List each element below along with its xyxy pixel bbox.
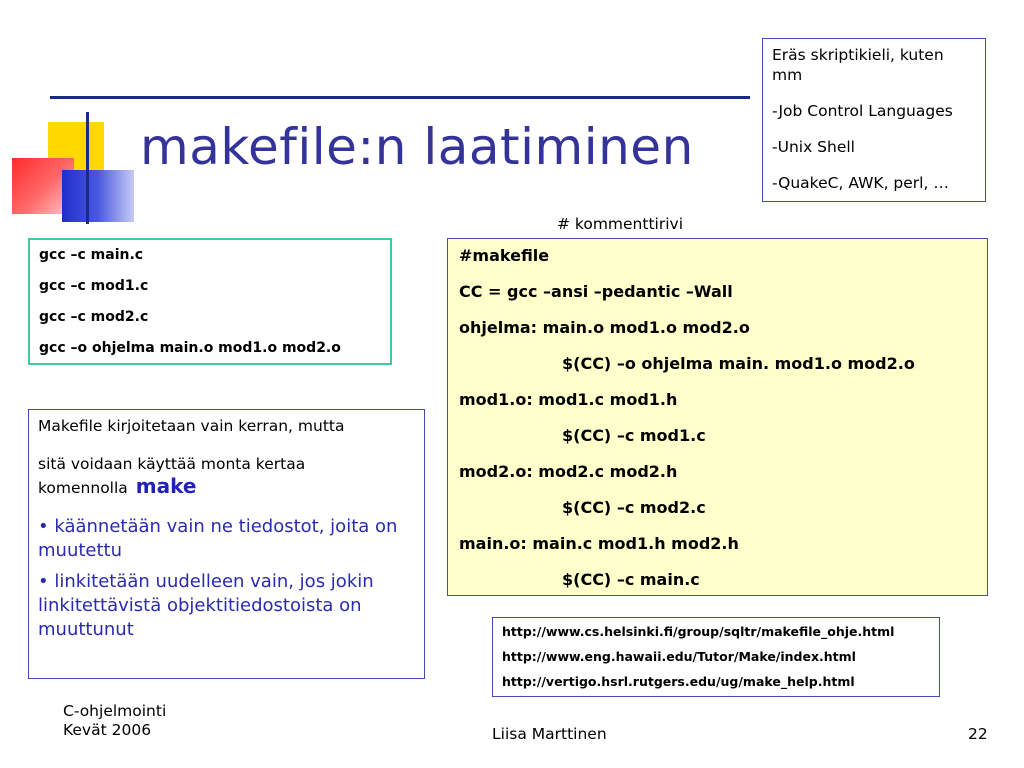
- makefile-line: ohjelma: main.o mod1.o mod2.o: [459, 318, 750, 337]
- description-line: Makefile kirjoitetaan vain kerran, mutta: [38, 417, 345, 435]
- logo-blue-square: [62, 170, 134, 222]
- makefile-line: CC = gcc –ansi –pedantic –Wall: [459, 282, 733, 301]
- makefile-description-box: [28, 409, 425, 679]
- reference-link[interactable]: http://www.eng.hawaii.edu/Tutor/Make/index.html: [502, 649, 856, 664]
- makefile-line: $(CC) –o ohjelma main. mod1.o mod2.o: [562, 354, 915, 373]
- reference-link[interactable]: http://vertigo.hsrl.rutgers.edu/ug/make_help.html: [502, 674, 855, 689]
- footer-term: Kevät 2006: [63, 721, 152, 739]
- slide-logo-decoration: [0, 100, 150, 230]
- makefile-line: mod1.o: mod1.c mod1.h: [459, 390, 678, 409]
- gcc-command-line: gcc –c mod1.c: [39, 278, 149, 294]
- makefile-line: $(CC) –c main.c: [562, 570, 700, 589]
- note-line: -Unix Shell: [772, 138, 855, 156]
- gcc-commands-box: [28, 238, 392, 365]
- gcc-command-line: gcc –c mod2.c: [39, 309, 149, 325]
- makefile-line: $(CC) –c mod1.c: [562, 426, 706, 445]
- gcc-command-line: gcc –c main.c: [39, 247, 144, 263]
- makefile-line: $(CC) –c mod2.c: [562, 498, 706, 517]
- reference-links-box: [492, 617, 940, 697]
- scripting-language-note: [762, 38, 986, 202]
- footer-course: [63, 702, 166, 740]
- slide-number: 22: [968, 725, 988, 743]
- footer-author: Liisa Marttinen: [492, 725, 607, 743]
- description-bullet: • linkitetään uudelleen vain, jos jokin linkitettävistä objektitiedostoista on muuttunut: [38, 571, 374, 640]
- make-command-word: make: [135, 474, 197, 498]
- gcc-command-line: gcc –o ohjelma main.o mod1.o mod2.o: [39, 340, 341, 356]
- note-line: Eräs skriptikieli, kuten mm: [772, 46, 944, 84]
- makefile-line: #makefile: [459, 246, 550, 265]
- slide-title: makefile:n laatiminen: [140, 118, 694, 176]
- makefile-code-box: [447, 238, 988, 596]
- description-line-with-make: [38, 453, 415, 499]
- footer-course-name: C-ohjelmointi: [63, 702, 167, 720]
- description-bullet: • käännetään vain ne tiedostot, joita on muutettu: [38, 516, 398, 561]
- logo-vertical-line: [86, 112, 89, 224]
- description-text: sitä voidaan käyttää monta kertaa komennolla: [38, 455, 306, 497]
- comment-label: # kommenttirivi: [557, 215, 683, 233]
- reference-link[interactable]: http://www.cs.helsinki.fi/group/sqltr/makefile_ohje.html: [502, 624, 895, 639]
- title-underline: [50, 96, 750, 99]
- makefile-line: main.o: main.c mod1.h mod2.h: [459, 534, 739, 553]
- note-line: -QuakeC, AWK, perl, …: [772, 174, 949, 192]
- makefile-line: mod2.o: mod2.c mod2.h: [459, 462, 678, 481]
- note-line: -Job Control Languages: [772, 102, 953, 120]
